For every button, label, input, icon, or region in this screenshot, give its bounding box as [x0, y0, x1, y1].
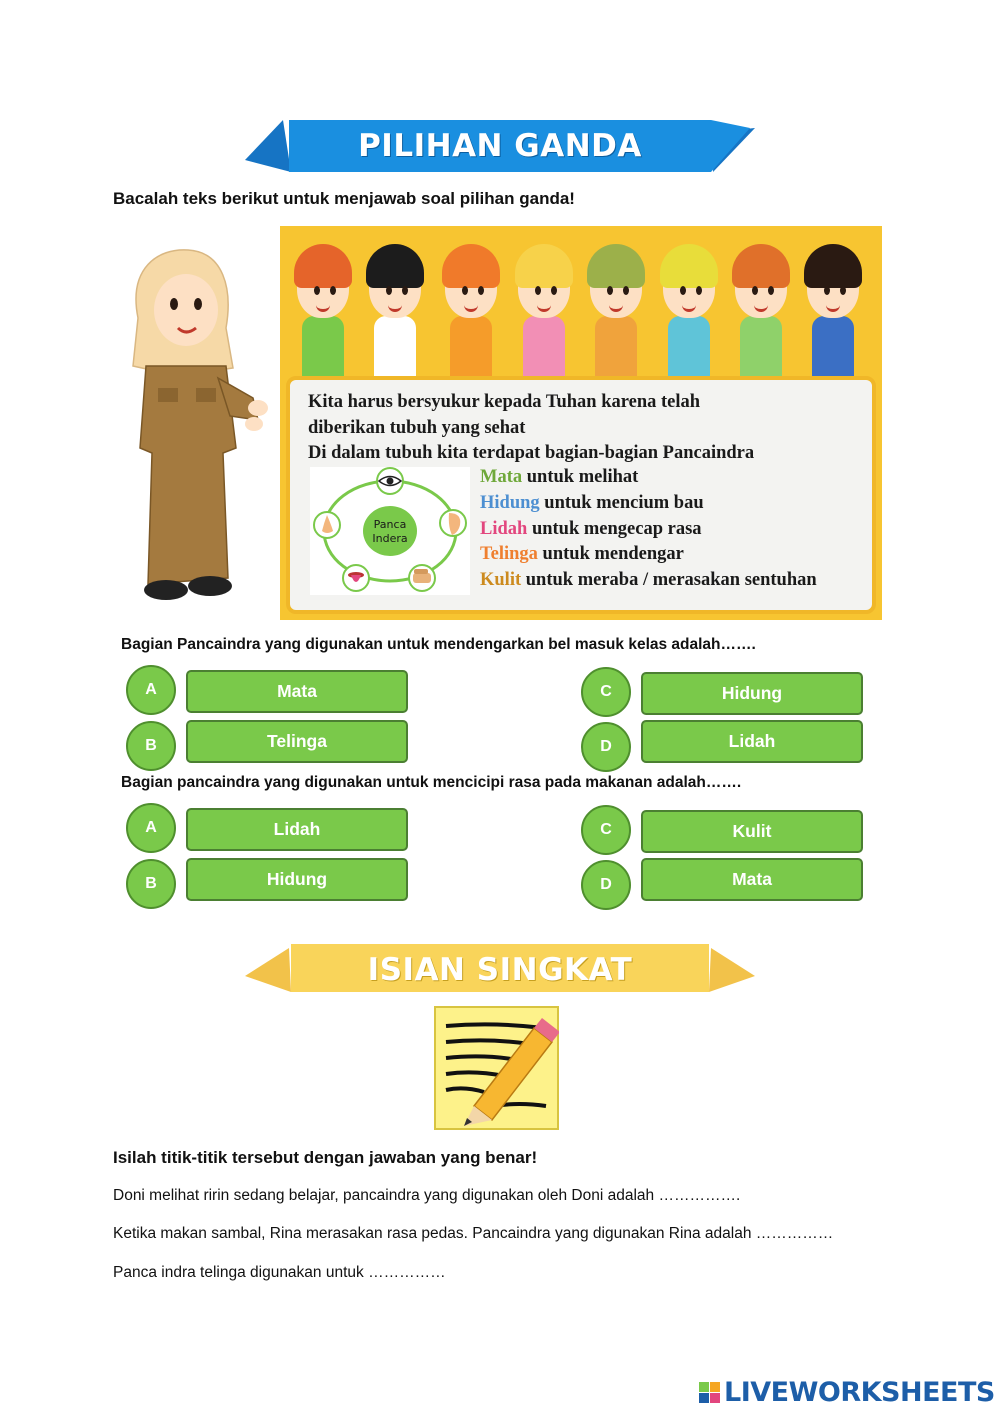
diagram-center-line-2: Indera: [372, 532, 408, 545]
tongue-icon: [343, 565, 369, 591]
nose-icon: [314, 512, 340, 538]
q1-option-d-circle[interactable]: D: [581, 722, 631, 772]
q2-option-b[interactable]: Hidung: [186, 858, 408, 901]
q1-option-b-circle[interactable]: B: [126, 721, 176, 771]
pancaindra-info-card: [280, 226, 882, 620]
q2-option-c-circle[interactable]: C: [581, 805, 631, 855]
sense-line-hidung: Hidung untuk mencium bau: [480, 493, 704, 513]
question-1: Bagian Pancaindra yang digunakan untuk mendengarkan bel masuk kelas adalah…….: [121, 636, 756, 653]
q2-option-a[interactable]: Lidah: [186, 808, 408, 851]
reading-line-3: Di dalam tubuh kita terdapat bagian-bagian Pancaindra: [308, 443, 755, 463]
q1-option-a[interactable]: Mata: [186, 670, 408, 713]
q1-option-d[interactable]: Lidah: [641, 720, 863, 763]
q2-option-a-circle[interactable]: A: [126, 803, 176, 853]
q2-option-d[interactable]: Mata: [641, 858, 863, 901]
eye-icon: [377, 468, 403, 494]
reading-line-2: diberikan tubuh yang sehat: [308, 418, 526, 438]
notepad-icon: [434, 1006, 559, 1130]
multiple-choice-title: PILIHAN GANDA: [358, 128, 642, 164]
fill-in-3[interactable]: Panca indra telinga digunakan untuk ……………: [113, 1264, 446, 1281]
liveworksheets-logo: [698, 1378, 994, 1408]
question-2: Bagian pancaindra yang digunakan untuk mencicipi rasa pada makanan adalah…….: [121, 774, 742, 791]
fill-in-1[interactable]: Doni melihat ririn sedang belajar, pancaindra yang digunakan oleh Doni adalah …………….: [113, 1187, 741, 1204]
q2-option-b-circle[interactable]: B: [126, 859, 176, 909]
sense-line-telinga: Telinga untuk mendengar: [480, 544, 684, 564]
multiple-choice-instruction: Bacalah teks berikut untuk menjawab soal pilihan ganda!: [113, 189, 575, 208]
multiple-choice-banner: [245, 120, 755, 172]
q1-option-a-circle[interactable]: A: [126, 665, 176, 715]
teacher-illustration: [118, 248, 268, 610]
diagram-center-line-1: Panca: [373, 518, 407, 531]
q1-option-b[interactable]: Telinga: [186, 720, 408, 763]
ear-icon: [440, 510, 466, 536]
sense-line-kulit: Kulit untuk meraba / merasakan sentuhan: [480, 570, 817, 590]
sense-line-lidah: Lidah untuk mengecap rasa: [480, 519, 702, 539]
short-answer-instruction: Isilah titik-titik tersebut dengan jawaban yang benar!: [113, 1148, 538, 1167]
sense-line-mata: Mata untuk melihat: [480, 467, 639, 487]
hand-icon: [409, 565, 435, 591]
q1-option-c[interactable]: Hidung: [641, 672, 863, 715]
fill-in-2[interactable]: Ketika makan sambal, Rina merasakan rasa pedas. Pancaindra yang digunakan Rina adalah ……………: [113, 1225, 834, 1242]
pancaindra-diagram: [310, 467, 470, 595]
reading-text-panel: [286, 376, 876, 614]
reading-line-1: Kita harus bersyukur kepada Tuhan karena telah: [308, 392, 701, 412]
short-answer-banner: [245, 944, 755, 996]
q2-option-c[interactable]: Kulit: [641, 810, 863, 853]
q2-option-d-circle[interactable]: D: [581, 860, 631, 910]
q1-option-c-circle[interactable]: C: [581, 667, 631, 717]
liveworksheets-logo-text: LIVEWORKSHEETS: [724, 1377, 995, 1408]
short-answer-title: ISIAN SINGKAT: [367, 952, 633, 988]
